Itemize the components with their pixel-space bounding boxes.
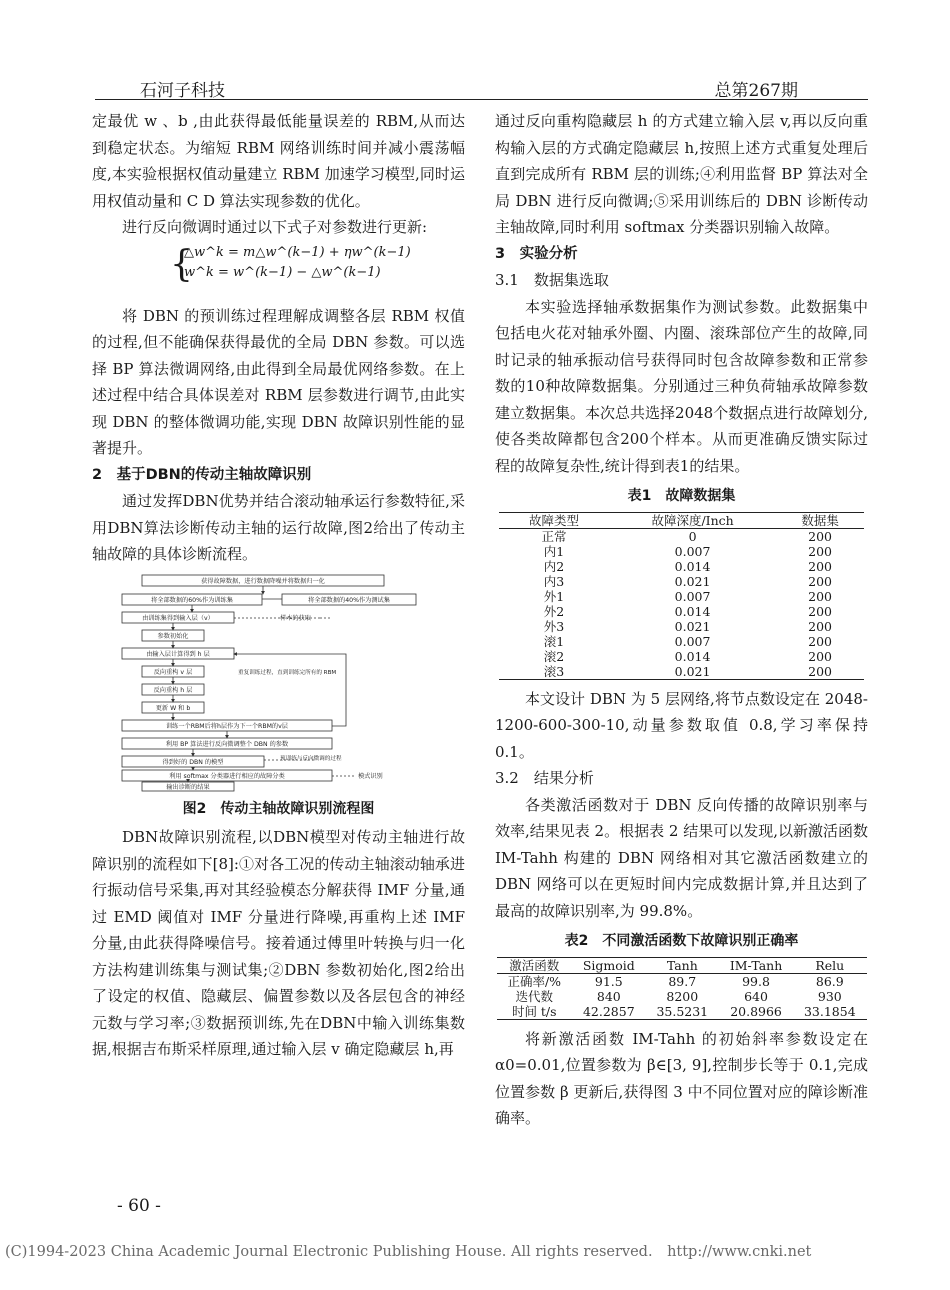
table-cell: 外3 [543, 618, 565, 634]
flow-step: 更新 W 和 b [155, 704, 191, 712]
paragraph: 各类激活函数对于 DBN 反向传播的故障识别率与效率,结果见表 2。根据表 2 结果可以发现,以新激活函数 IM-Tahh 构建的 DBN 网络相对其它激活函数建立的 DBN 网络可以在更短时间内完成数据计算,并且达到了最高的故障识别率,为 99.8%。 [495, 795, 868, 920]
table-row [499, 574, 864, 589]
table-cell: 0.021 [674, 663, 711, 679]
fault-dataset-table [499, 512, 864, 680]
paragraph: 通过反向重构隐藏层 h 的方式建立输入层 v,再以反向重构输入层的方式确定隐藏层 h,按照上述方式重复处理后直到完成所有 RBM 层的训练;④利用监督 BP 算法对全局 DBN 进行反向微调;⑤采用训练后的 DBN 诊断传动主轴故障,同时利用 softmax 分类器识别输入故障。 [495, 112, 868, 236]
table-row [499, 604, 864, 619]
flow-step: 反向重构 h 层 [153, 686, 193, 694]
issue-number: 总第267期 [714, 81, 798, 101]
flow-step: 由输入层计算得到 h 层 [146, 650, 210, 658]
table-header-row [499, 512, 864, 528]
flow-step: 将全部数据的60%作为训练集 [151, 596, 233, 604]
table-cell: 时间 t/s [511, 1003, 557, 1019]
table-cell: 91.5 [594, 973, 623, 989]
table-header-row [497, 957, 867, 973]
brace: { [170, 243, 193, 285]
column-header: 激活函数 [509, 957, 560, 973]
flow-step: 利用 BP 算法进行反向微调整个 DBN 的参数 [165, 740, 289, 748]
table-cell: 外2 [543, 603, 565, 619]
table-cell: 200 [808, 543, 833, 559]
table-cell: 930 [817, 988, 842, 1004]
header-rule [95, 99, 868, 100]
table-cell: 33.1854 [803, 1003, 856, 1019]
flow-step: 输出诊断的结果 [166, 783, 210, 791]
paragraph: 进行反向微调时通过以下式子对参数进行更新: [122, 218, 428, 236]
table-cell: 42.2857 [582, 1003, 635, 1019]
table-cell: 86.9 [815, 973, 844, 989]
table-row [499, 619, 864, 634]
flow-annotation: 预训练与反向微调的过程 [280, 755, 342, 762]
paragraph: DBN故障识别流程,以DBN模型对传动主轴进行故障识别的流程如下[8]:①对各工况的传动主轴滚动轴承进行振动信号采集,再对其经验模态分解获得 IMF 分量,通过 EMD 阈值对 IMF 分量进行降噪,再重构上述 IMF 分量,由此获得降噪信号。接着通过傅里叶转换与归一化方法构建训练集与测试集;②DBN 参数初始化,图2给出了设定的权值、隐藏层、偏置参数以及各层包含的神经元数与学习率;③数据预训练,先在DBN中输入训练集数据,根据吉布斯采样原理,通过输入层 v 确定隐藏层 h,再 [92, 828, 465, 1058]
table-cell: 200 [808, 588, 833, 604]
table-row [499, 589, 864, 604]
table-cell: 200 [808, 573, 833, 589]
table-cell: 200 [808, 618, 833, 634]
table-row [499, 528, 864, 544]
formula-line-1: △w^k = m△w^(k−1) + ηw^(k−1) [184, 244, 411, 260]
table-cell: 外1 [543, 588, 565, 604]
paragraph: 将新激活函数 IM-Tahh 的初始斜率参数设定在 α0=0.01,位置参数为 β∈[3, 9],控制步长等于 0.1,完成位置参数 β 更新后,获得图 3 中不同位置对应的障诊断准确率。 [495, 1029, 868, 1127]
subsection-heading: 3.2 结果分析 [495, 769, 594, 787]
table-cell: 0.007 [674, 588, 711, 604]
paragraph: 本文设计 DBN 为 5 层网络,将节点数设定在 2048-1200-600-300-10,动量参数取值 0.8,学习率保持 0.1。 [495, 689, 868, 761]
column-header: Relu [815, 957, 845, 973]
table-row [499, 664, 864, 680]
table-row [497, 989, 867, 1004]
paragraph: 本实验选择轴承数据集作为测试参数。此数据集中包括电火花对轴承外圈、内圈、滚珠部位产生的故障,同时记录的轴承振动信号获得同时包含故障参数和正常参数的10种故障数据集。分别通过三种负荷轴承故障参数建立数据集。本次总共选择2048个数据点进行故障划分,使各类故障都包含200个样本。从而更准确反馈实际过程的故障复杂性,统计得到表1的结果。 [495, 297, 868, 475]
table-caption: 表1 故障数据集 [627, 488, 736, 504]
section-heading: 3 实验分析 [495, 245, 578, 262]
table-row [499, 649, 864, 664]
left-column [92, 108, 465, 1063]
section-heading: 2 基于DBN的传动主轴故障识别 [92, 466, 312, 483]
table-cell: 滚3 [543, 663, 565, 679]
flow-step: 参数初始化 [157, 632, 189, 640]
flow-annotation: 模式识别 [358, 772, 383, 780]
paragraph: 定最优 w 、b ,由此获得最低能量误差的 RBM,从而达到稳定状态。为缩短 RBM 网络训练时间并减小震荡幅度,本实验根据权值动量建立 RBM 加速学习模型,同时运用权值动量和 C D 算法实现参数的优化。 [92, 112, 465, 210]
table-cell: 840 [596, 988, 621, 1004]
column-header: Sigmoid [582, 957, 635, 973]
right-column [495, 108, 868, 1132]
column-header: Tanh [666, 957, 698, 973]
table-cell: 正确率/% [507, 973, 562, 989]
flow-step: 反向重构 v 层 [153, 668, 193, 676]
table-cell: 滚2 [543, 648, 565, 664]
figure-caption: 图2 传动主轴故障识别流程图 [182, 800, 375, 817]
fault-diagnosis-flowchart [120, 574, 420, 792]
table-cell: 200 [808, 558, 833, 574]
table-cell: 99.8 [742, 973, 770, 989]
formula-line-2: w^k = w^(k−1) − △w^(k−1) [184, 264, 381, 280]
flow-step: 由训练集得到输入层（v） [142, 614, 214, 622]
table-row [499, 544, 864, 559]
table-cell: 0.021 [674, 618, 711, 634]
activation-function-table [497, 957, 867, 1020]
table-cell: 正常 [541, 528, 567, 544]
table-cell: 0.021 [674, 573, 711, 589]
table-cell: 8200 [666, 988, 699, 1004]
table-cell: 内1 [543, 543, 565, 559]
table-cell: 0.014 [674, 558, 711, 574]
table-cell: 200 [808, 663, 833, 679]
table-cell: 0.014 [674, 648, 711, 664]
column-header: 数据集 [801, 512, 839, 528]
table-row [497, 1004, 867, 1020]
column-header: IM-Tanh [729, 957, 783, 973]
copyright-footer: (C)1994-2023 China Academic Journal Electronic Publishing House. All rights reserved. http://www.cnki.net [5, 1244, 812, 1260]
table-row [499, 634, 864, 649]
table-cell: 89.7 [668, 973, 697, 989]
table-cell: 200 [808, 648, 833, 664]
flow-step: 将全部数据的40%作为测试集 [308, 596, 390, 604]
table-row [499, 559, 864, 574]
update-formula [170, 243, 465, 297]
table-cell: 20.8966 [730, 1003, 782, 1019]
table-cell: 迭代数 [515, 988, 553, 1004]
table-cell: 200 [808, 603, 833, 619]
table-cell: 200 [808, 528, 833, 544]
table-caption: 表2 不同激活函数下故障识别正确率 [564, 933, 799, 949]
table-cell: 35.5231 [656, 1003, 709, 1019]
flow-annotation: 样本的获取 [280, 614, 311, 622]
table-cell: 200 [808, 633, 833, 649]
flow-step: 获得故障数据，进行数据降噪并将数据归一化 [201, 577, 325, 585]
page-number: - 60 - [117, 1196, 161, 1216]
paragraph: 通过发挥DBN优势并结合滚动轴承运行参数特征,采用DBN算法诊断传动主轴的运行故障,图2给出了传动主轴故障的具体诊断流程。 [92, 492, 465, 563]
table-cell: 640 [744, 988, 768, 1004]
table-cell: 0 [688, 528, 697, 544]
paragraph: 将 DBN 的预训练过程理解成调整各层 RBM 权值的过程,但不能确保获得最优的全局 DBN 参数。可以选择 BP 算法微调网络,由此得到全局最优网络参数。在上述过程中结合具体误差对 RBM 层参数进行调节,由此实现 DBN 的整体微调功能,实现 DBN 故障识别性能的显著提升。 [92, 306, 465, 457]
table-cell: 内2 [543, 558, 565, 574]
table-cell: 内3 [543, 573, 565, 589]
table-cell: 0.014 [674, 603, 711, 619]
table-row [497, 973, 867, 989]
flow-annotation: 重复训练过程，直到训练完所有的 RBM [238, 669, 337, 676]
column-header: 故障类型 [528, 512, 579, 528]
table-cell: 0.007 [674, 633, 711, 649]
table-cell: 滚1 [543, 633, 565, 649]
flow-step: 得到好的 DBN 的模型 [162, 758, 224, 766]
subsection-heading: 3.1 数据集选取 [495, 271, 609, 289]
flow-step: 训练一个RBM后将h层作为下一个RBM的v层 [166, 722, 288, 730]
flow-step: 利用 softmax 分类器进行相应的故障分类 [169, 772, 285, 780]
table-cell: 0.007 [674, 543, 711, 559]
journal-name: 石河子科技 [140, 81, 225, 101]
column-header: 故障深度/Inch [651, 512, 734, 528]
